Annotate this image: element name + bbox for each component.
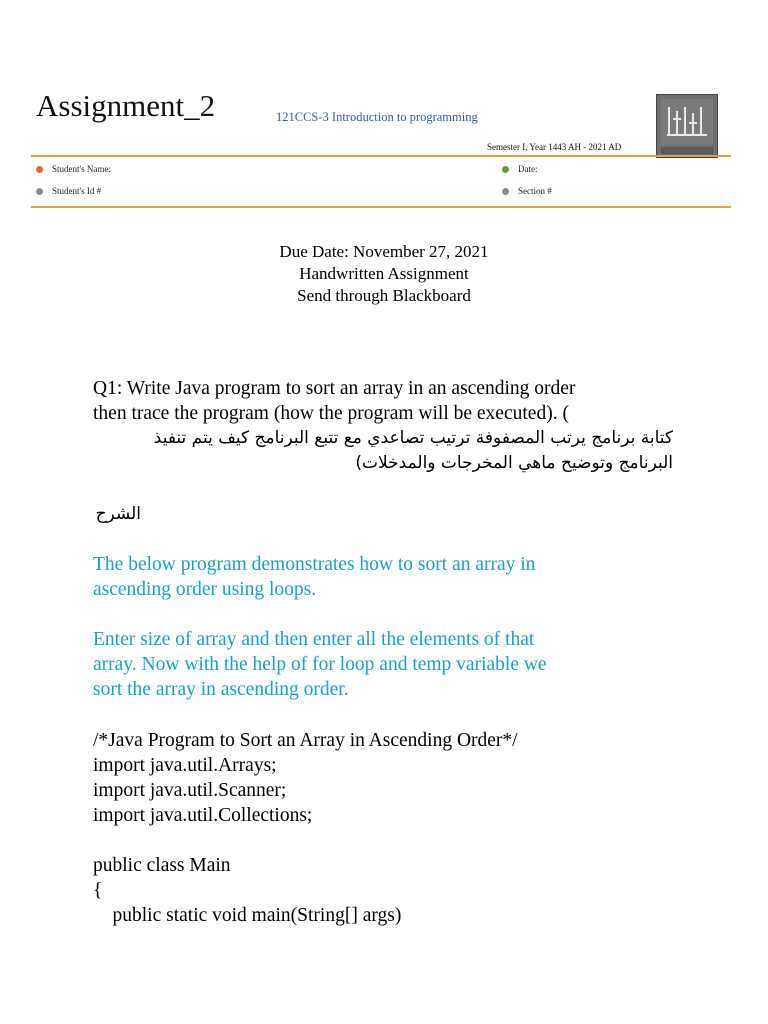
date-label: Date: [518,164,538,174]
gray-bullet-icon [502,188,509,195]
question-arabic-line: كتابة برنامج يرتب المصفوفة ترتيب تصاعدي مع تتبع البرنامج كيف يتم تنفيذ [153,428,673,448]
gray-bullet-icon [36,188,43,195]
course-name: 121CCS-3 Introduction to programming [276,110,478,124]
code-line: import java.util.Collections; [93,805,313,826]
header-rule-top [31,155,731,157]
explanation-line: sort the array in ascending order. [93,679,349,700]
handwritten-note: Handwritten Assignment [299,264,469,283]
green-bullet-icon [502,166,509,173]
explanation-heading: الشرح [95,504,141,524]
explanation-label [93,502,141,527]
explanation-line: array. Now with the help of for loop and temp variable we [93,654,547,675]
code-line: { [93,880,103,901]
orange-bullet-icon [36,166,43,173]
assignment-details [0,241,768,307]
due-date: Due Date: November 27, 2021 [279,242,489,261]
date-field [502,164,538,174]
student-id-label: Student's Id # [52,186,102,196]
student-name-label: Student's Name: [52,164,111,174]
student-name-field [36,164,111,174]
code-line: public static void main(String[] args) [93,905,402,926]
code-line: import java.util.Scanner; [93,780,287,801]
semester-info: Semester I, Year 1443 AH - 2021 AD [487,142,622,152]
submission-note: Send through Blackboard [297,286,471,305]
university-logo [656,94,718,158]
question-line: Q1: Write Java program to sort an array in an ascending order [93,378,576,399]
section-field [502,186,552,196]
java-code-block [93,728,518,928]
question-arabic-line: البرنامج وتوضيح ماهي المخرجات والمدخلات) [355,453,673,473]
section-label: Section # [518,186,552,196]
code-line-blank [93,828,518,853]
assignment-title: Assignment_2 [36,88,216,123]
code-line: public class Main [93,855,231,876]
student-id-field [36,186,101,196]
code-line: /*Java Program to Sort an Array in Ascending Order*/ [93,730,518,751]
explanation-paragraph-2 [93,627,673,702]
code-line: import java.util.Arrays; [93,755,277,776]
question-line: then trace the program (how the program will be executed). ( [93,403,569,424]
explanation-line: ascending order using loops. [93,579,317,600]
question-1 [93,376,673,476]
explanation-paragraph-1 [93,552,673,602]
explanation-line: Enter size of array and then enter all the elements of that [93,629,535,650]
header-rule-bottom [31,206,731,208]
explanation-line: The below program demonstrates how to sort an array in [93,554,536,575]
